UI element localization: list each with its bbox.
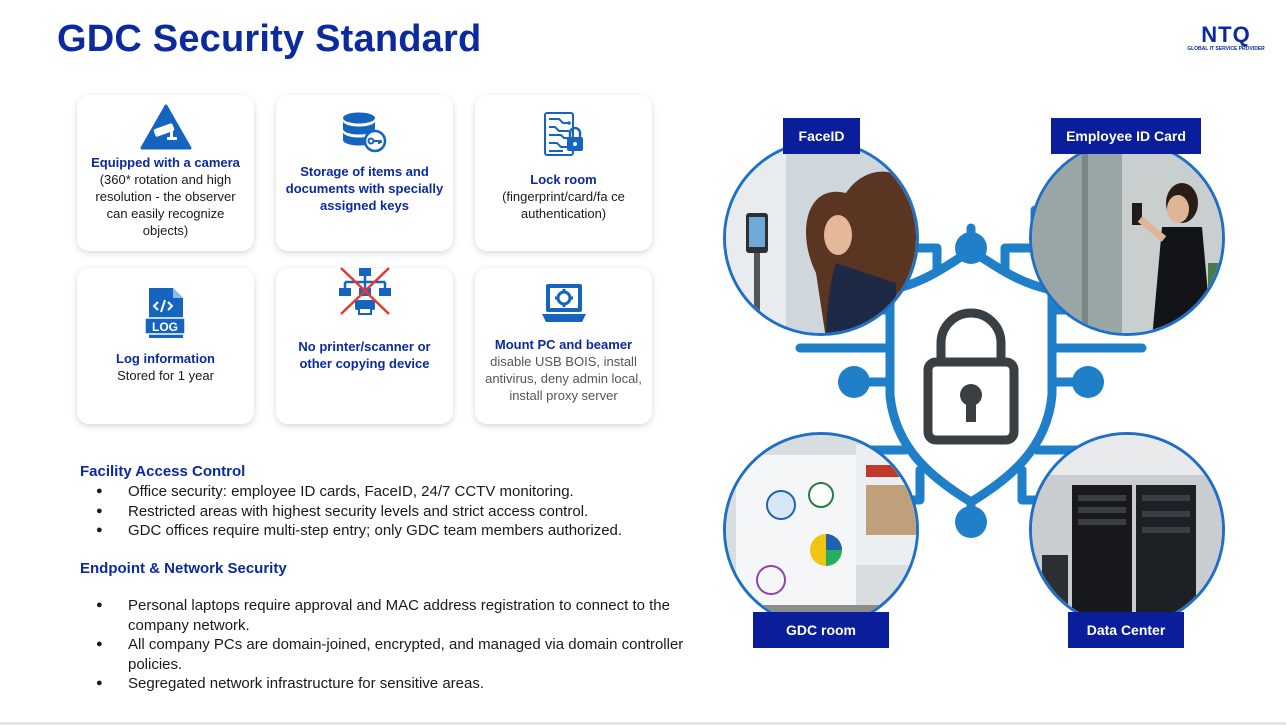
database-key-icon	[339, 111, 391, 157]
card-title: Equipped with a camera	[91, 155, 240, 170]
feature-card-lock-room	[475, 95, 652, 251]
log-file-icon	[143, 286, 189, 340]
card-title: Mount PC and beamer	[494, 337, 633, 352]
label-faceid: FaceID	[783, 118, 860, 154]
circuit-node	[1072, 366, 1104, 398]
feature-card-camera	[77, 95, 254, 251]
card-title: Lock room	[530, 172, 597, 187]
card-body: disable USB BOIS, install antivirus, deny admin local, install proxy server	[485, 354, 642, 403]
data-center-photo	[1029, 432, 1225, 628]
label-employee-id-card: Employee ID Card	[1051, 118, 1201, 154]
no-printer-icon	[337, 264, 393, 316]
feature-card-log	[77, 268, 254, 424]
gdc-room-photo	[723, 432, 919, 628]
endpoint-list	[96, 596, 686, 694]
card-title: Log information	[116, 351, 215, 366]
circuit-node	[955, 232, 987, 264]
feature-card-no-printer	[276, 268, 453, 424]
label-data-center: Data Center	[1068, 612, 1184, 648]
feature-card-mount-pc	[475, 268, 652, 424]
employee-card-photo	[1029, 140, 1225, 336]
card-body: Stored for 1 year	[117, 368, 214, 383]
log-icon-text: LOG	[151, 320, 178, 334]
card-title: No printer/scanner or other copying device	[298, 339, 431, 371]
section-heading-endpoint: Endpoint & Network Security	[80, 560, 287, 577]
list-item: ● GDC offices require multi-step entry; only GDC team members authorized.	[96, 521, 686, 541]
card-body: (fingerprint/card/fa ce authentication)	[502, 189, 625, 221]
circuit-node	[838, 366, 870, 398]
fingerprint-lock-icon	[541, 111, 587, 161]
section-heading-facility: Facility Access Control	[80, 463, 246, 480]
label-gdc-room: GDC room	[753, 612, 889, 648]
card-title: Storage of items and documents with specially assigned keys	[285, 164, 444, 213]
list-item: ● All company PCs are domain-joined, encrypted, and managed via domain controller policies.	[96, 635, 686, 674]
list-item: ● Restricted areas with highest security levels and strict access control.	[96, 502, 686, 522]
cctv-camera-icon	[140, 104, 192, 150]
list-item: ● Personal laptops require approval and MAC address registration to connect to the company network.	[96, 596, 686, 635]
page-title: GDC Security Standard	[57, 18, 482, 60]
circuit-node	[955, 506, 987, 538]
feature-card-storage	[276, 95, 453, 251]
list-item: ● Segregated network infrastructure for sensitive areas.	[96, 674, 686, 694]
logo-mark: NTQ	[1201, 22, 1251, 47]
facility-list	[96, 482, 686, 541]
logo-tagline: GLOBAL IT SERVICE PROVIDER	[1187, 46, 1265, 52]
laptop-settings-icon	[540, 282, 588, 326]
list-item: ● Office security: employee ID cards, FaceID, 24/7 CCTV monitoring.	[96, 482, 686, 502]
card-body: (360* rotation and high resolution - the observer can easily recognize objects)	[95, 172, 236, 238]
faceid-photo	[723, 140, 919, 336]
ntq-logo	[1186, 24, 1266, 53]
